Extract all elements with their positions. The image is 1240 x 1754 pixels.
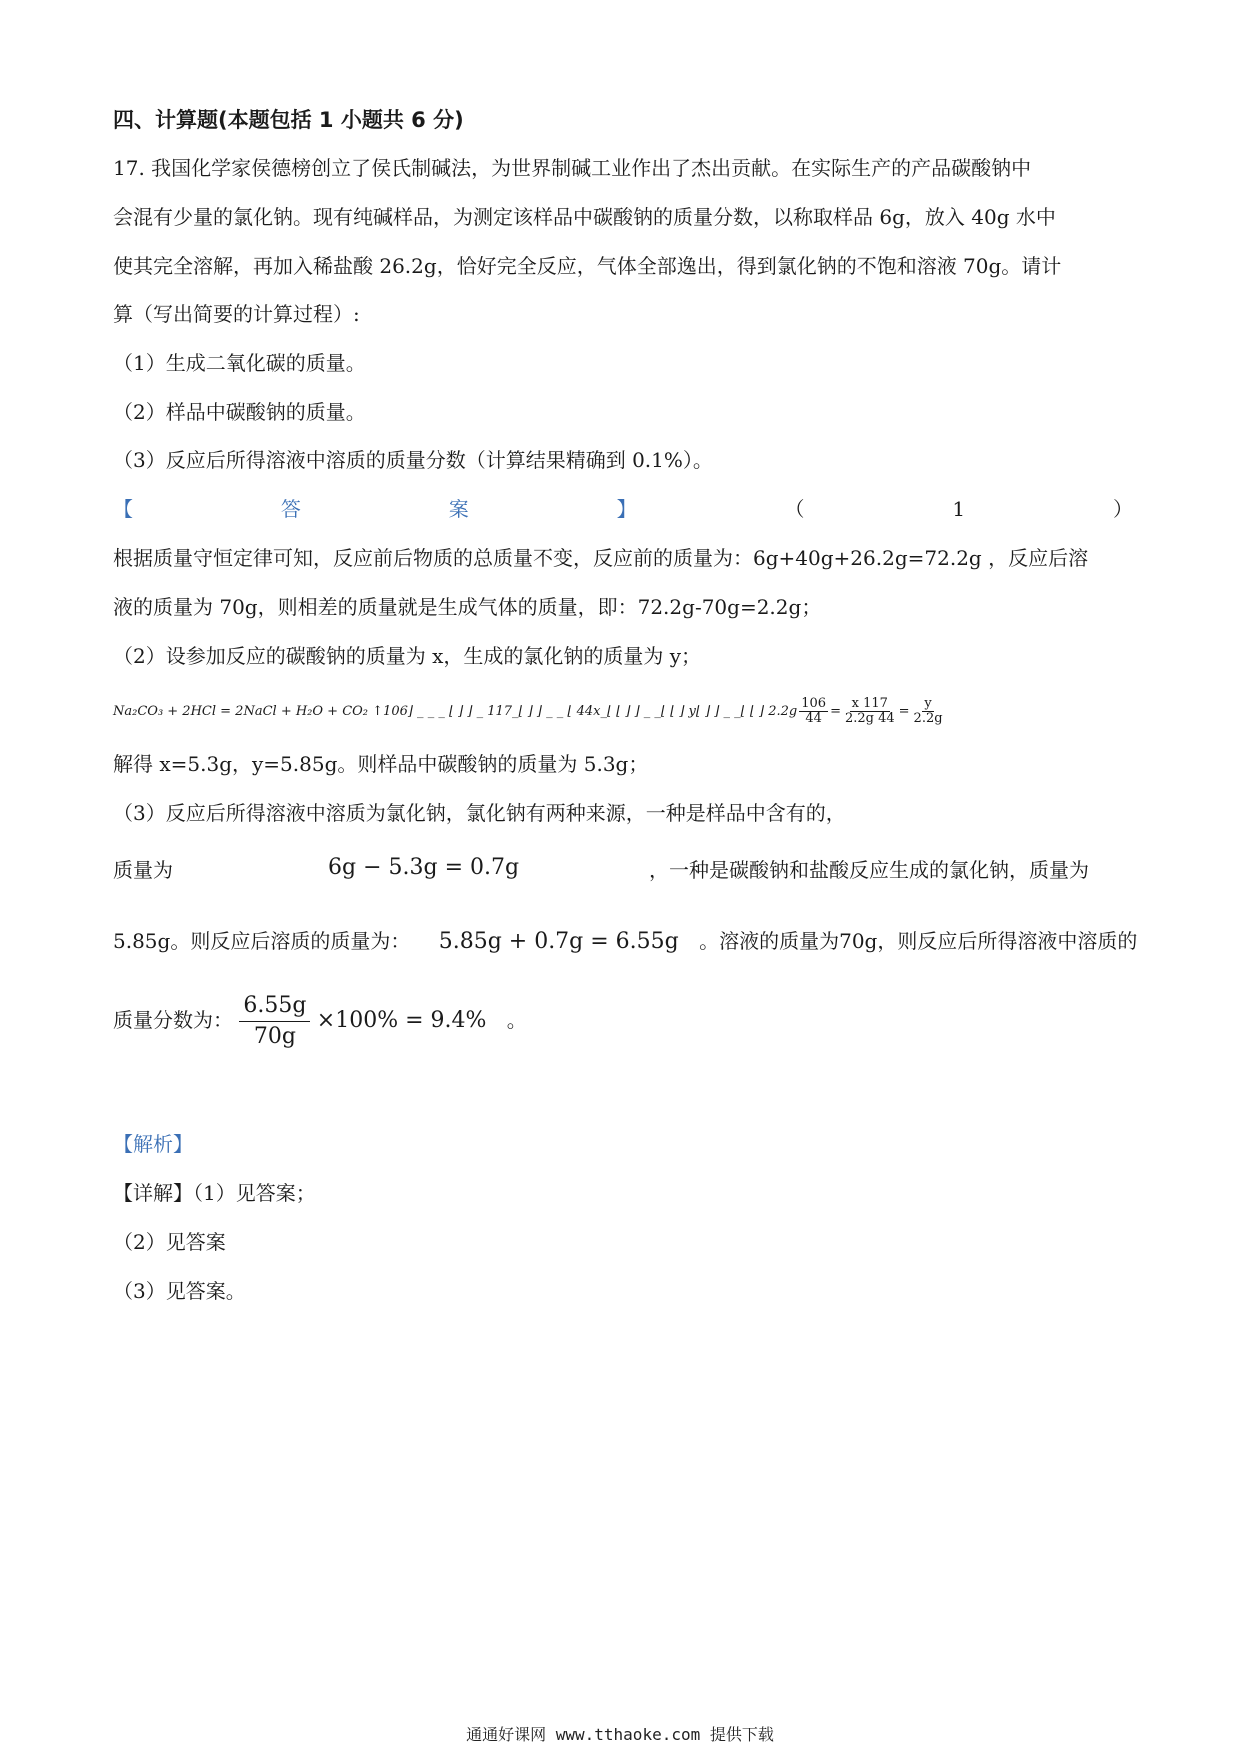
math-expression: 6g − 5.3g = 0.7g: [328, 855, 520, 880]
ratio-fraction-1: [799, 697, 828, 726]
answer-char-2: 案: [448, 497, 469, 521]
detail-line-2: （2）见答案: [113, 1230, 226, 1254]
answer-3-line-3: [113, 927, 1138, 956]
detail-line-1: 【详解】（1）见答案；: [113, 1181, 316, 1205]
answer-paren-close: ）: [1112, 497, 1133, 521]
answer-part-number: 1: [952, 497, 966, 521]
question-part-2: （2）样品中碳酸钠的质量。: [113, 400, 366, 424]
fraction-numerator: x 117: [851, 696, 888, 711]
ratio-fraction-2: [843, 697, 897, 726]
answer-paren-open: （: [784, 497, 805, 521]
question-text-line-2: 会混有少量的氯化钠。现有纯碱样品，为测定该样品中碳酸钠的质量分数，以称取样品 6g，放入 40g 水中: [113, 205, 1056, 229]
answer-header: [113, 495, 1133, 523]
answer-text: 。溶液的质量为70g，则反应后所得溶液中溶质的: [699, 929, 1138, 953]
answer-2-line-2: 解得 x=5.3g，y=5.85g。则样品中碳酸钠的质量为 5.3g；: [113, 752, 649, 776]
answer-2-line-1: （2）设参加反应的碳酸钠的质量为 x，生成的氯化钠的质量为 y；: [113, 644, 702, 668]
question-part-1: （1）生成二氧化碳的质量。: [113, 351, 366, 375]
equals-sign: =: [830, 704, 841, 719]
chemical-equation: [113, 697, 947, 726]
answer-1-line-2: 液的质量为 70g，则相差的质量就是生成气体的质量，即：72.2g-70g=2.2g；: [113, 595, 822, 619]
answer-text: 5.85g。则反应后溶质的质量为：: [113, 929, 411, 953]
detail-line-3: （3）见答案。: [113, 1279, 246, 1303]
ratio-fraction-3: [912, 697, 945, 726]
analysis-label: 【解析】: [113, 1132, 193, 1156]
answer-bracket-open: 【: [113, 497, 133, 521]
section-title: 四、计算题(本题包括 1 小题共 6 分): [113, 108, 464, 132]
answer-char-1: 答: [280, 497, 301, 521]
math-expression: 5.85g + 0.7g = 6.55g: [438, 929, 679, 954]
fraction-denominator: 2.2g 44: [844, 711, 895, 726]
question-text-line-3: 使其完全溶解，再加入稀盐酸 26.2g，恰好完全反应，气体全部逸出，得到氯化钠的不饱和溶液 70g。请计: [113, 254, 1062, 278]
question-text-line-1: 17. 我国化学家侯德榜创立了侯氏制碱法，为世界制碱工业作出了杰出贡献。在实际生产的产品碳酸钠中: [113, 156, 1032, 180]
fraction-numerator: 6.55g: [239, 991, 310, 1022]
answer-3-line-2: [113, 856, 1133, 884]
footer-watermark: 通通好课网 www.tthaoke.com 提供下载: [466, 1725, 774, 1744]
answer-3-line-4: [113, 988, 1133, 1052]
answer-bracket-close: 】: [616, 497, 637, 521]
answer-text: 质量为: [113, 858, 173, 882]
answer-text: 质量分数为：: [113, 1008, 233, 1032]
answer-text: 。: [506, 1008, 527, 1032]
question-text-line-4: 算（写出简要的计算过程）:: [113, 302, 360, 326]
fraction-denominator: 44: [805, 711, 822, 726]
equation-text: Na₂CO₃ + 2HCl = 2NaCl + H₂O + CO₂ ↑106⌋ _ _ _ ⌊ ⌋ ⌋ _ 117_⌊ ⌋ ⌋ _ _ ⌊ 44x_⌊ ⌊ ⌋ ⌋ _ _⌊ ⌊ ⌋ y⌊ ⌋ ⌋ _ _⌊ ⌊ ⌋ 2.2g: [113, 704, 798, 719]
mass-fraction: [239, 991, 310, 1052]
fraction-denominator: 2.2g: [913, 711, 943, 726]
fraction-denominator: 70g: [253, 1024, 296, 1049]
answer-1-line-1: 根据质量守恒定律可知，反应前后物质的总质量不变，反应前的质量为：6g+40g+26.2g=72.2g ，反应后溶: [113, 546, 1089, 570]
question-part-3: （3）反应后所得溶液中溶质的质量分数（计算结果精确到 0.1%）。: [113, 448, 713, 472]
fraction-numerator: y: [924, 696, 932, 711]
equals-sign: =: [898, 704, 910, 719]
fraction-numerator: 106: [801, 696, 827, 711]
answer-text: ，一种是碳酸钠和盐酸反应生成的氯化钠，质量为: [649, 858, 1089, 882]
math-expression: ×100% = 9.4%: [316, 1008, 487, 1033]
answer-3-line-1: （3）反应后所得溶液中溶质为氯化钠，氯化钠有两种来源，一种是样品中含有的，: [113, 801, 846, 825]
